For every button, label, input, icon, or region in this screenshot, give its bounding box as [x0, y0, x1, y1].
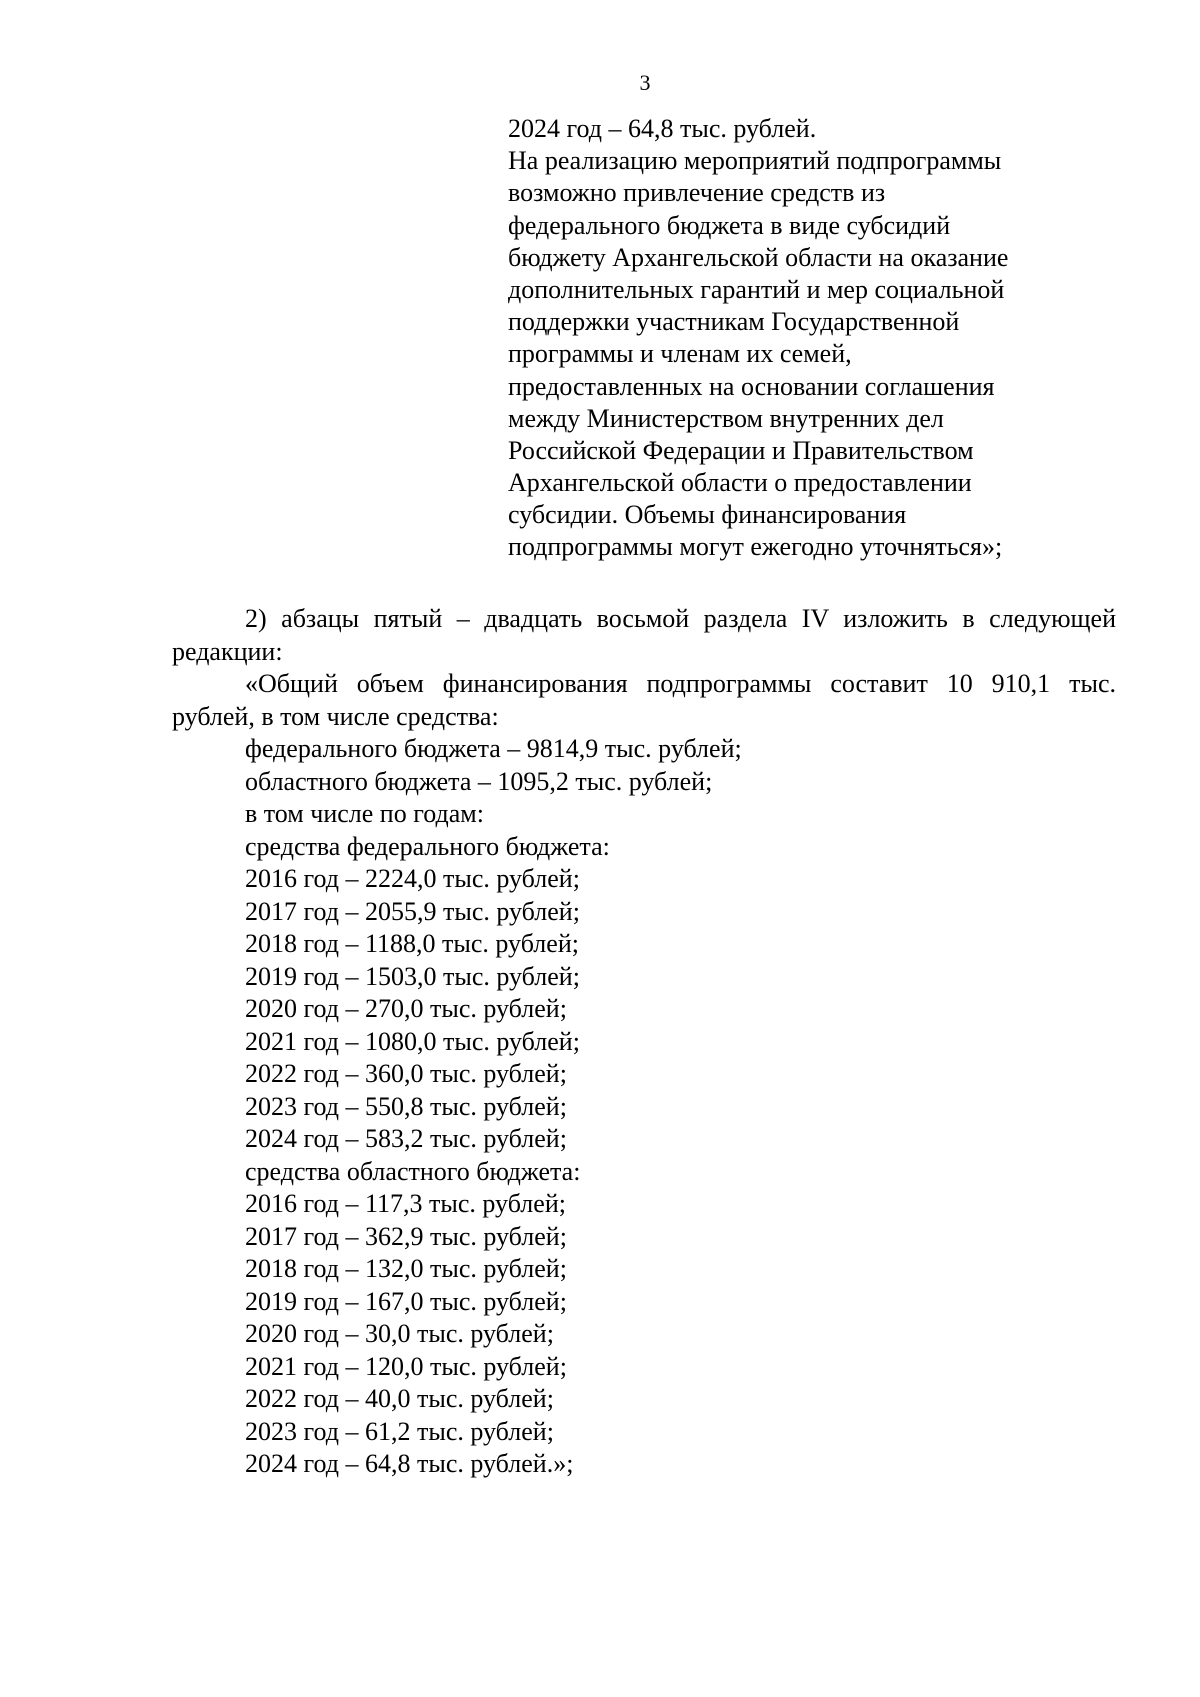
list-item: 2021 год – 1080,0 тыс. рублей;: [245, 1026, 580, 1056]
quote-line-1: «Общий объем финансирования подпрограммы составит 10 910,1 тыс.: [245, 669, 1116, 698]
list-item: 2018 год – 1188,0 тыс. рублей;: [245, 929, 579, 958]
list-item: средства федерального бюджета:: [245, 831, 610, 861]
text-line: федерального бюджета в виде субсидий: [508, 210, 951, 240]
text-line: Российской Федерации и Правительством: [508, 435, 974, 465]
list-item: 2020 год – 270,0 тыс. рублей;: [245, 994, 567, 1023]
text-line: программы и членам их семей,: [508, 339, 852, 369]
list-item: федерального бюджета – 9814,9 тыс. рублей;: [245, 734, 742, 763]
list-item: 2016 год – 117,3 тыс. рублей;: [245, 1189, 566, 1218]
list-item: 2019 год – 167,0 тыс. рублей;: [245, 1286, 567, 1316]
text-line: Архангельской области о предоставлении: [508, 468, 972, 498]
item-2-line-2: редакции:: [172, 636, 283, 666]
list-item: 2021 год – 120,0 тыс. рублей;: [245, 1351, 567, 1381]
list-item: 2024 год – 64,8 тыс. рублей.»;: [245, 1449, 574, 1478]
text-line: бюджету Архангельской области на оказание: [508, 242, 1009, 272]
list-item: 2023 год – 61,2 тыс. рублей;: [245, 1416, 554, 1446]
list-item: средства областного бюджета:: [245, 1156, 581, 1186]
text-line: дополнительных гарантий и мер социальной: [508, 274, 1005, 304]
list-item: 2020 год – 30,0 тыс. рублей;: [245, 1319, 554, 1348]
list-item: областного бюджета – 1095,2 тыс. рублей;: [245, 766, 713, 796]
text-line: предоставленных на основании соглашения: [508, 371, 995, 401]
page-number: 3: [639, 70, 651, 95]
list-item: 2016 год – 2224,0 тыс. рублей;: [245, 864, 580, 893]
funding-list: [172, 733, 1116, 1481]
subprogram-financing-note: [508, 113, 1108, 564]
list-item: 2022 год – 360,0 тыс. рублей;: [245, 1059, 567, 1088]
text-line: На реализацию мероприятий подпрограммы: [508, 146, 1002, 176]
list-item: в том числе по годам:: [245, 799, 484, 828]
text-line: 2024 год – 64,8 тыс. рублей.: [508, 114, 817, 143]
text-line: поддержки участникам Государственной: [508, 307, 960, 337]
list-item: 2024 год – 583,2 тыс. рублей;: [245, 1124, 567, 1153]
text-line: возможно привлечение средств из: [508, 178, 886, 208]
main-text: [172, 603, 1116, 1481]
list-item: 2019 год – 1503,0 тыс. рублей;: [245, 961, 580, 991]
list-item: 2022 год – 40,0 тыс. рублей;: [245, 1384, 554, 1413]
text-line: между Министерством внутренних дел: [508, 403, 944, 433]
list-item: 2018 год – 132,0 тыс. рублей;: [245, 1254, 567, 1283]
list-item: 2017 год – 2055,9 тыс. рублей;: [245, 896, 580, 926]
item-2-line-1: 2) абзацы пятый – двадцать восьмой раздела IV изложить в следующей: [245, 604, 1116, 633]
text-line: субсидии. Объемы финансирования: [508, 500, 907, 530]
list-item: 2017 год – 362,9 тыс. рублей;: [245, 1221, 567, 1251]
list-item: 2023 год – 550,8 тыс. рублей;: [245, 1091, 567, 1121]
text-line: подпрограммы могут ежегодно уточняться»;: [508, 532, 1003, 562]
quote-line-2: рублей, в том числе средства:: [172, 701, 499, 731]
